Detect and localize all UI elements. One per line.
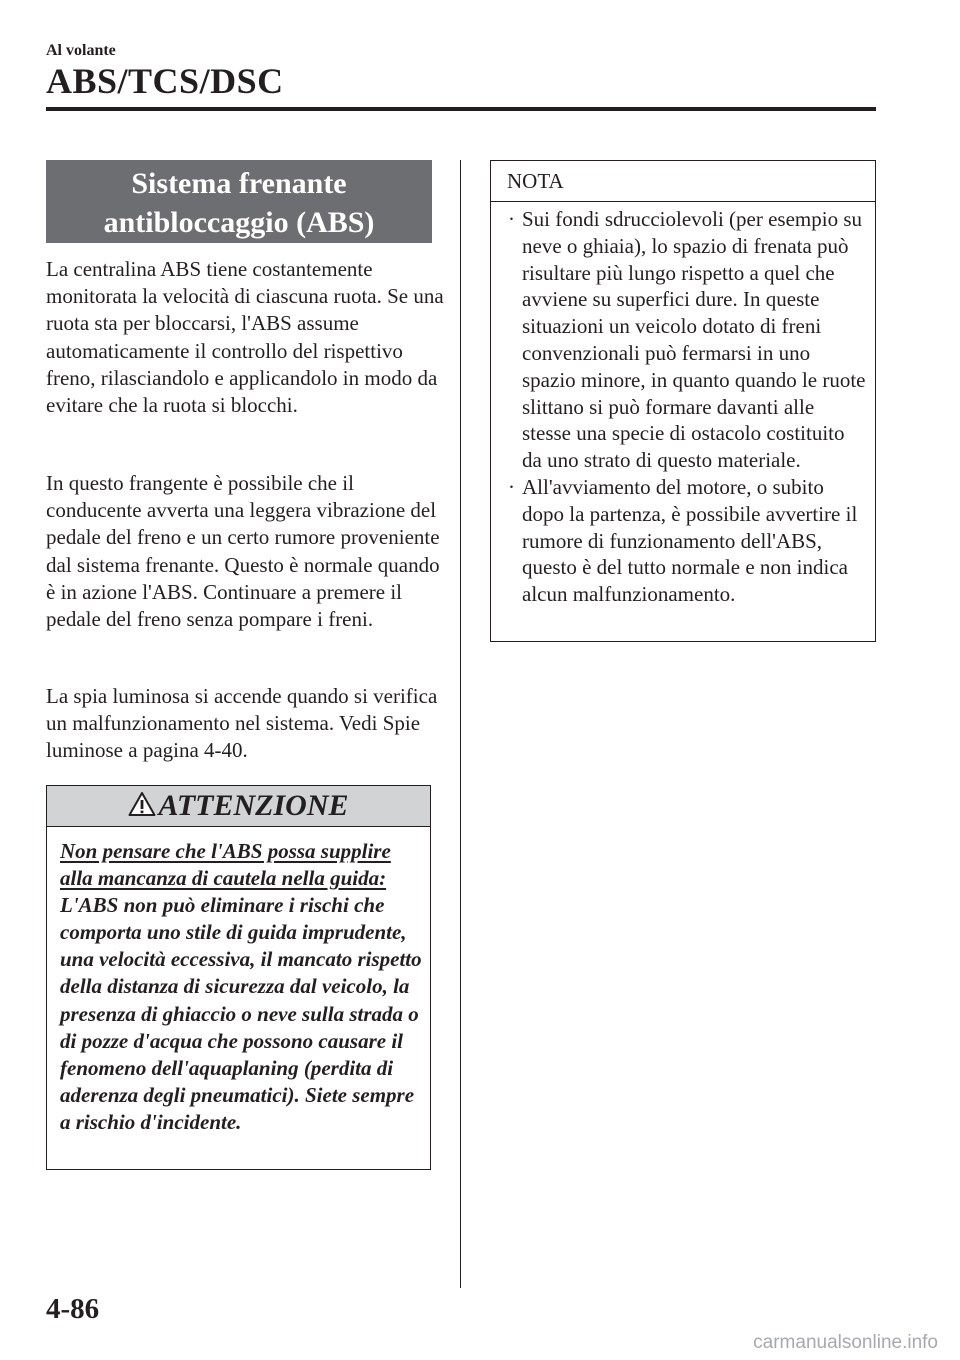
watermark-link[interactable]: carmanualsonline.info (753, 1332, 938, 1353)
note-bullet: · (508, 474, 515, 499)
page-number: 4-86 (46, 1293, 100, 1325)
warning-lead: Non pensare che l'ABS possa supplire alla mancanza di cautela nella guida: (60, 839, 391, 891)
warning-triangle-icon (128, 791, 156, 817)
note-header: NOTA (491, 161, 875, 202)
note-box (490, 160, 876, 642)
body-paragraph-1: La centralina ABS tiene costantemente monitorata la velocità di ciascuna ruota. Se una ruota sta per bloccarsi, l'ABS assume automaticamente il controllo del rispettivo freno, rilasciandolo e applicandolo in modo da evitare che la ruota si blocchi. (46, 257, 444, 418)
column-divider (460, 160, 461, 1288)
note-item (504, 474, 866, 608)
section-title-line-2: antibloccaggio (ABS) (103, 206, 375, 239)
warning-body (60, 838, 422, 1136)
note-item (504, 206, 866, 474)
heading-rule (46, 107, 876, 111)
warning-text: L'ABS non può eliminare i rischi che comporta uno stile di guida imprudente, una velocità eccessiva, il mancato rispetto della distanza di sicurezza dal veicolo, la presenza di ghiaccio o neve sulla strada o di pozze d'acqua che possono causare il fenomeno dell'aquaplaning (perdita di aderenza degli pneumatici). Siete sempre a rischio d'incidente. (60, 893, 422, 1134)
note-item-text: All'avviamento del motore, o subito dopo la partenza, è possibile avvertire il rumore di funzionamento dell'ABS, questo è del tutto normale e non indica alcun malfunzionamento. (522, 474, 858, 607)
section-label: Al volante (46, 42, 116, 59)
section-title-line-1: Sistema frenante (131, 167, 347, 200)
body-paragraph-3: La spia luminosa si accende quando si verifica un malfunzionamento nel sistema. Vedi Spie luminose a pagina 4-40. (46, 684, 438, 763)
page-heading: ABS/TCS/DSC (46, 61, 284, 101)
warning-title: ATTENZIONE (158, 789, 349, 822)
note-list (504, 206, 866, 608)
warning-box (46, 785, 431, 1170)
note-item-text: Sui fondi sdrucciolevoli (per esempio su neve o ghiaia), lo spazio di frenata può risultare più lungo rispetto a quel che avviene su superfici dure. In queste situazioni un veicolo dotato di freni convenzionali può fermarsi in uno spazio minore, in quanto quando le ruote slittano si può formare davanti alle stesse una specie di ostacolo costituito da uno strato di questo materiale. (522, 207, 866, 473)
body-paragraph-2: In questo frangente è possibile che il conducente avverta una leggera vibrazione del pedale del freno e un certo rumore proveniente dal sistema frenante. Questo è normale quando è in azione l'ABS. Continuare a premere il pedale del freno senza pompare i freni. (46, 471, 440, 632)
section-title-box (46, 160, 432, 243)
note-bullet: · (508, 207, 515, 231)
warning-header (47, 786, 430, 827)
